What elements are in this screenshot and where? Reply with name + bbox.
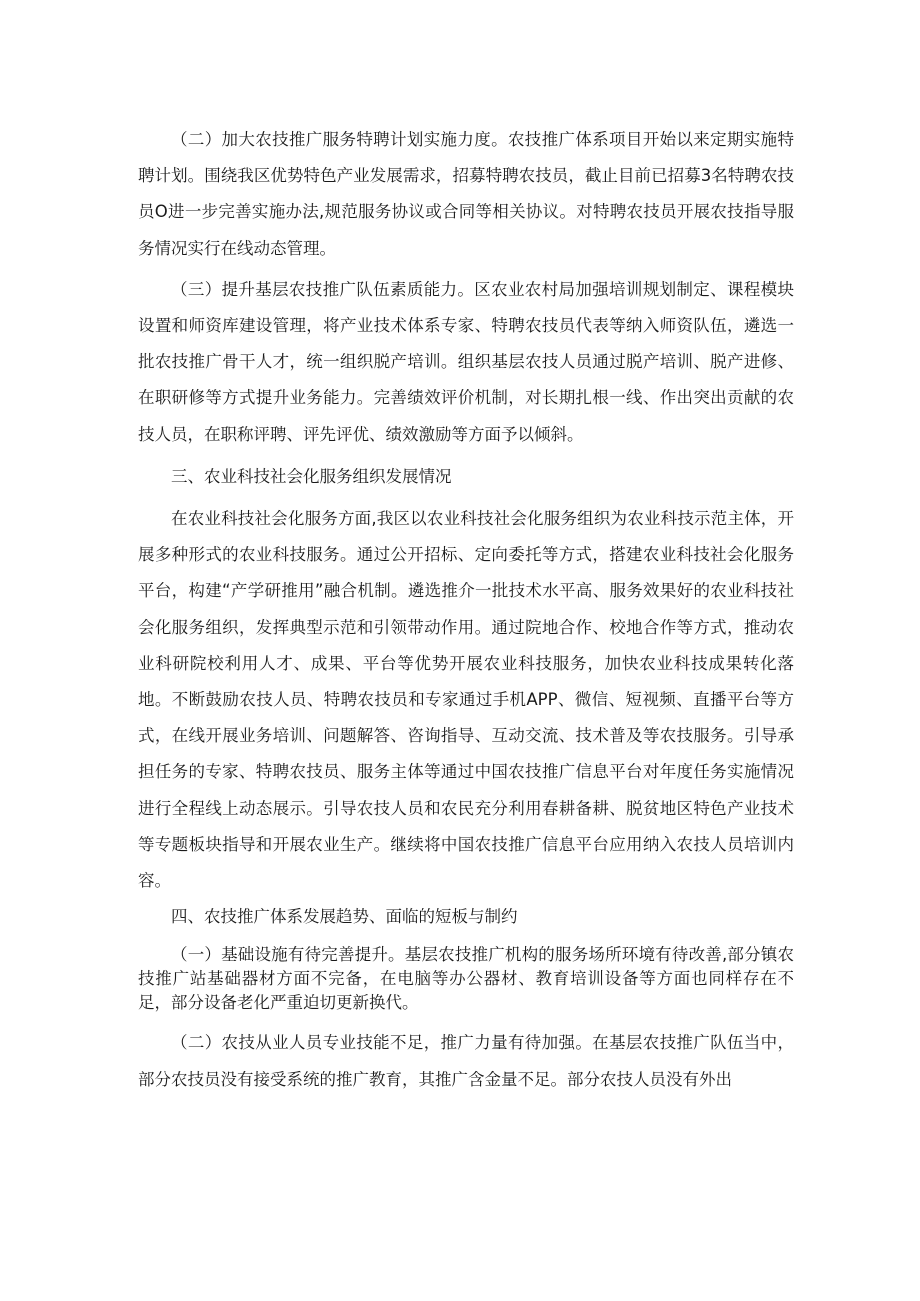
paragraph-social-services: 在农业科技社会化服务方面,我区以农业科技社会化服务组织为农业科技示范主体，开展多种形式的农业科技服务。通过公开招标、定向委托等方式，搭建农业科技社会化服务平台，构建“产学研推用”融合机制。遴选推介一批技术水平高、服务效果好的农业科技社会化服务组织，发挥典型示范和引领带动作用。通过院地合作、校地合作等方式，推动农业科研院校利用人才、成果、平台等优势开展农业科技服务，加快农业科技成果转化落地。不断鼓励农技人员、特聘农技员和专家通过手机APP、微信、短视频、直播平台等方式，在线开展业务培训、问题解答、咨询指导、互动交流、技术普及等农技服务。引导承担任务的专家、特聘农技员、服务主体等通过中国农技推广信息平台对年度任务实施情况进行全程线上动态展示。引导农技人员和农民充分利用春耕备耕、脱贫地区特色产业技术等专题板块指导和开展农业生产。继续将中国农技推广信息平台应用纳入农技人员培训内容。	[138, 509, 794, 891]
paragraph-team-capability: （三）提升基层农技推广队伍素质能力。区农业农村局加强培训规划制定、课程模块设置和师资库建设管理，将产业技术体系专家、特聘农技员代表等纳入师资队伍，遴选一批农技推广骨干人才，统一组织脱产培训。组织基层农技人员通过脱产培训、脱产进修、在职研修等方式提升业务能力。完善绩效评价机制，对长期扎根一线、作出突出贡献的农技人员，在职称评聘、评先评优、绩效激励等方面予以倾斜。	[138, 279, 794, 444]
document-page	[138, 122, 794, 1098]
section-heading-social-services: 三、农业科技社会化服务组织发展情况	[171, 466, 452, 486]
paragraph-infrastructure: （一）基础设施有待完善提升。基层农技推广机构的服务场所环境有待改善,部分镇农技推广站基础器材方面不完备，在电脑等办公器材、教育培训设备等方面也同样存在不足，部分设备老化严重迫切更新换代。	[138, 945, 794, 1013]
section-heading-trends-shortcomings: 四、农技推广体系发展趋势、面临的短板与制约	[171, 907, 518, 927]
paragraph-staff-skills: （二）农技从业人员专业技能不足，推广力量有待加强。在基层农技推广队伍当中，部分农技员没有接受系统的推广教育，其推广含金量不足。部分农技人员没有外出	[138, 1033, 794, 1089]
paragraph-special-hiring-plan: （二）加大农技推广服务特聘计划实施力度。农技推广体系项目开始以来定期实施特聘计划。围绕我区优势特色产业发展需求，招募特聘农技员，截止目前已招募3名特聘农技员O进一步完善实施办法,规范服务协议或合同等相关协议。对特聘农技员开展农技指导服务情况实行在线动态管理。	[138, 130, 794, 258]
